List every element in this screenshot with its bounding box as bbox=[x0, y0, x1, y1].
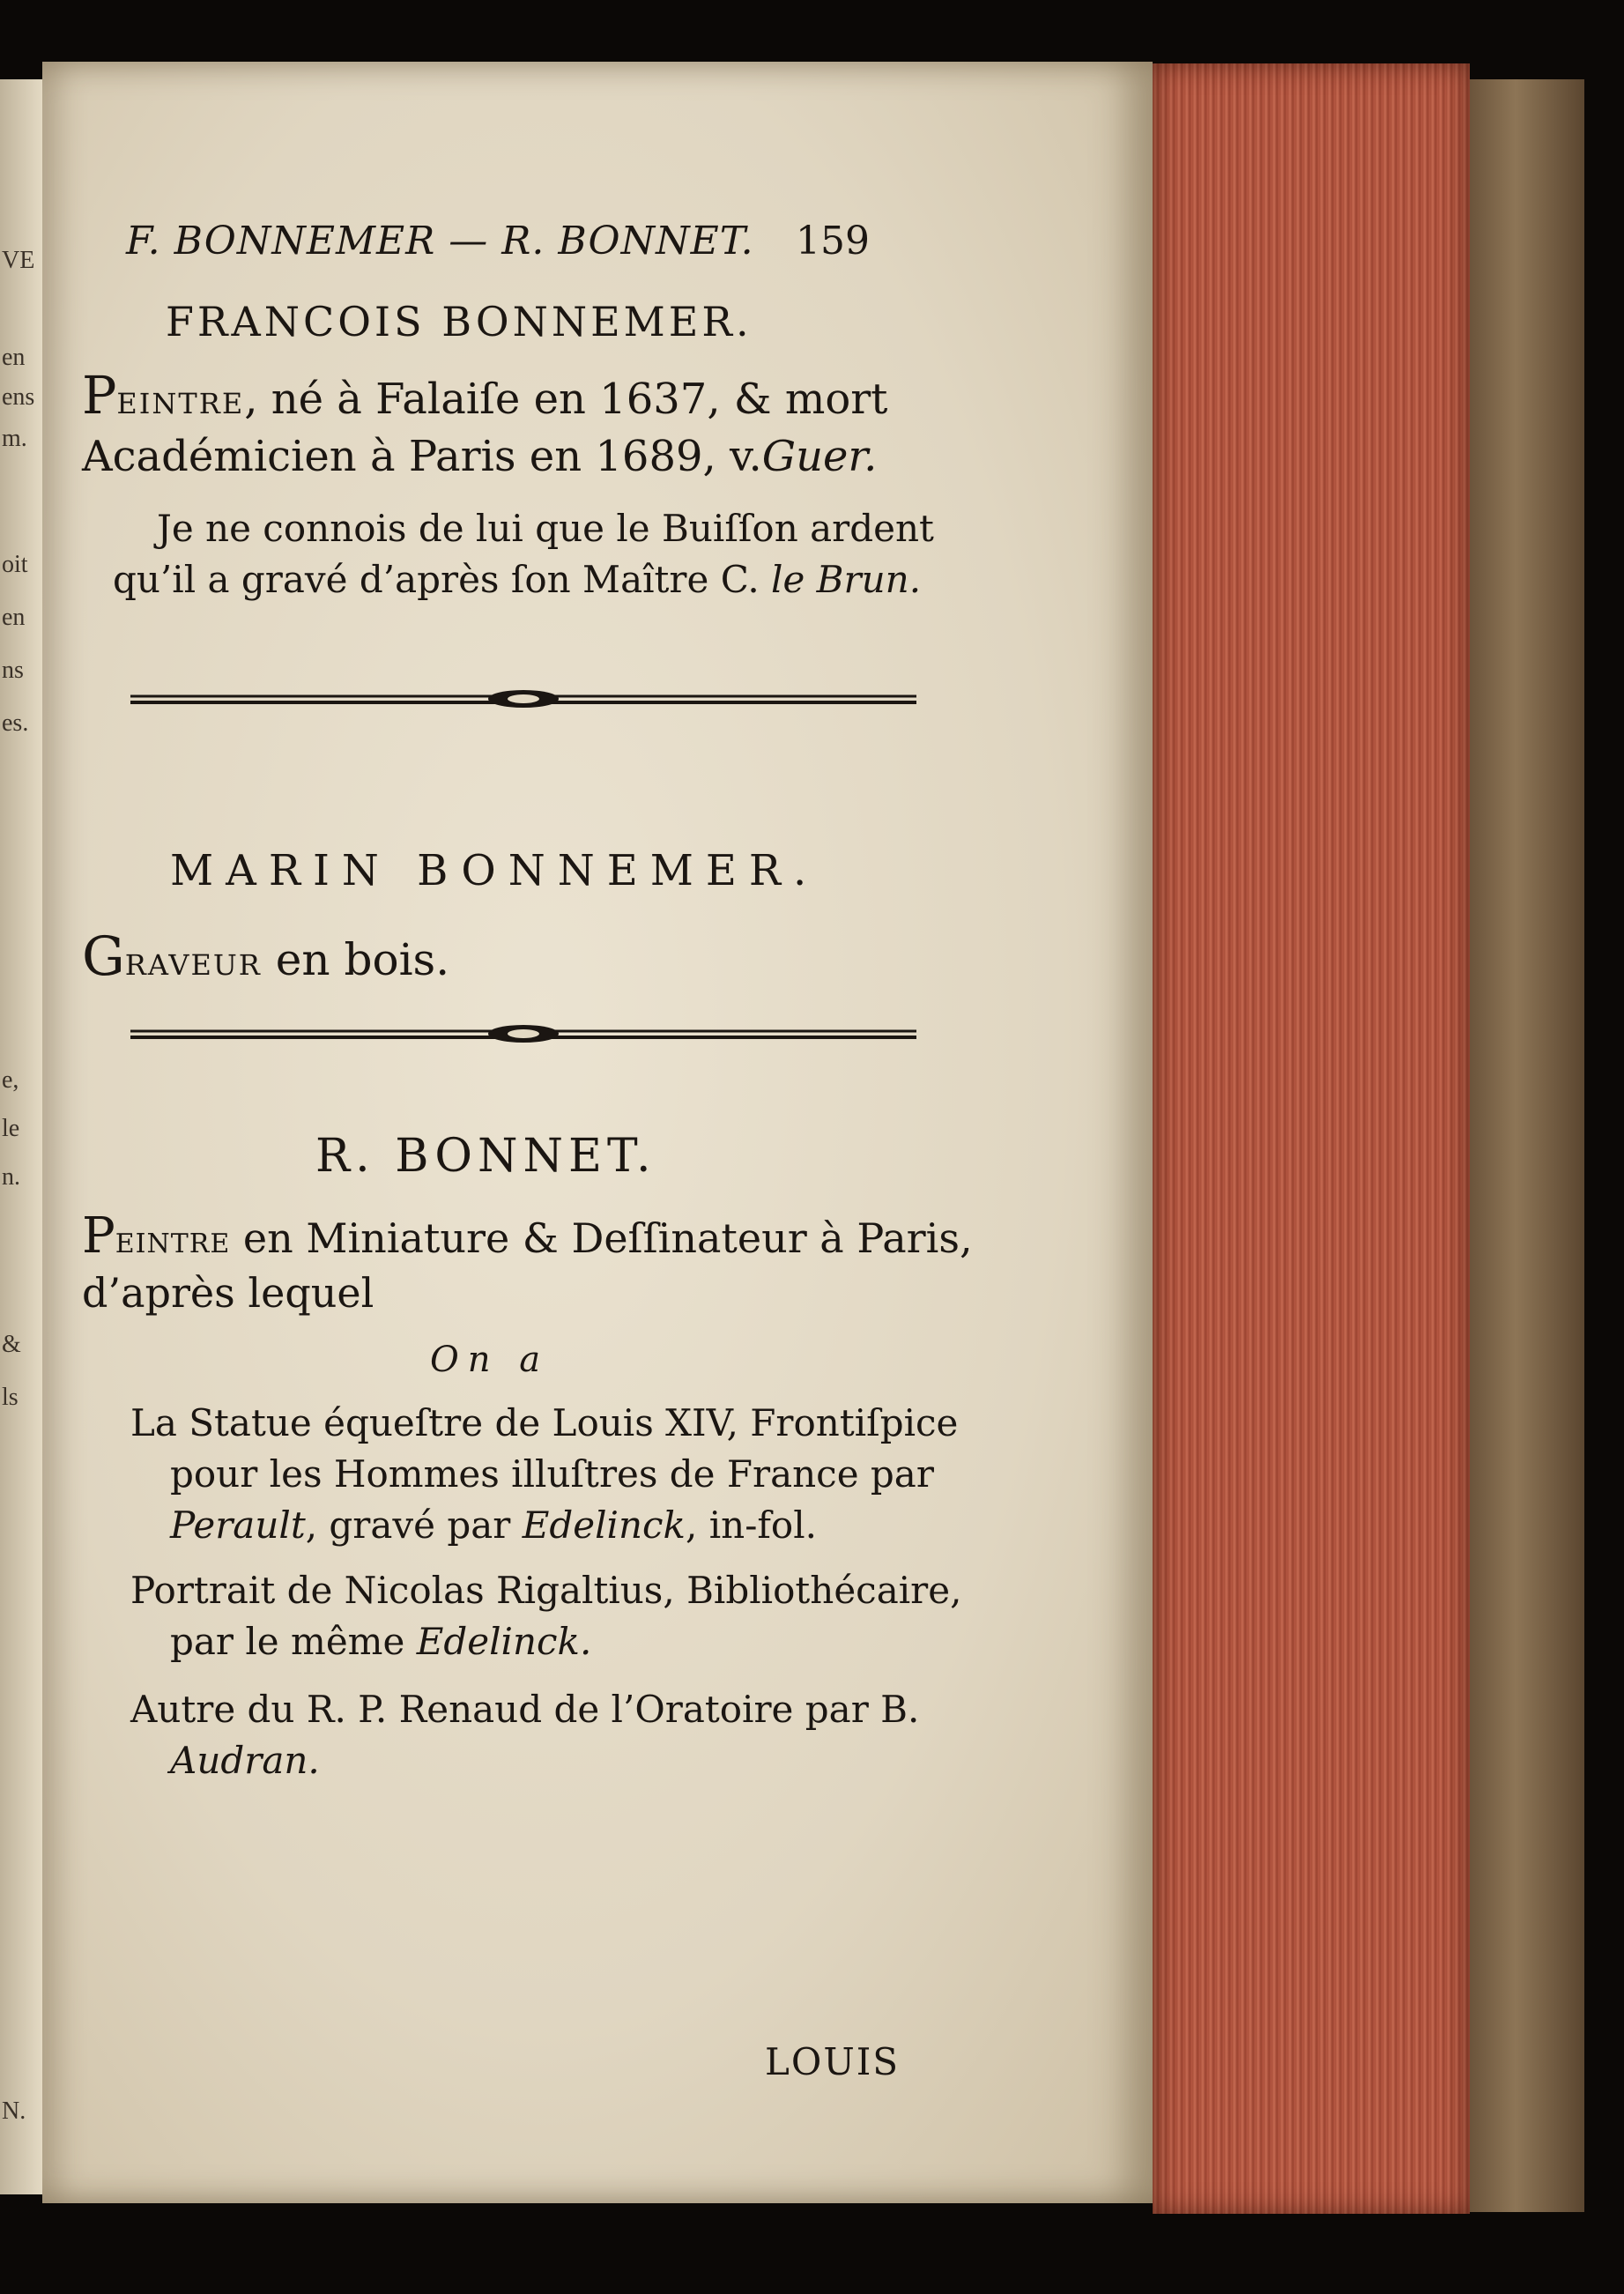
left-fragment: VE bbox=[2, 247, 35, 274]
left-fragment: & bbox=[2, 1331, 21, 1358]
left-fragment: n. bbox=[2, 1163, 20, 1191]
left-fragment: N. bbox=[2, 2097, 26, 2125]
left-fragment: e, bbox=[2, 1066, 19, 1094]
left-fragment: le bbox=[2, 1115, 20, 1142]
ornamental-rule bbox=[130, 689, 916, 709]
entry-text-line: Académicien à Paris en 1689, v.Guer. bbox=[82, 432, 878, 481]
page-number: 159 bbox=[796, 219, 870, 264]
ornamental-rule bbox=[130, 1024, 916, 1043]
entry-text-line: d’après lequel bbox=[82, 1269, 374, 1317]
left-fragment: en bbox=[2, 604, 26, 631]
entry-text-line: GRAVEUR en bois. bbox=[82, 925, 450, 988]
entry-title-francois-bonnemer: FRANCOIS BONNEMER. bbox=[166, 298, 753, 345]
entry-title-r-bonnet: R. BONNET. bbox=[315, 1130, 656, 1183]
entry-text-line: par le même Edelinck. bbox=[170, 1620, 592, 1663]
left-fragment: m. bbox=[2, 425, 27, 452]
page-block-edge bbox=[1153, 63, 1470, 2214]
book-cover bbox=[1470, 79, 1584, 2212]
catchword: LOUIS bbox=[765, 2040, 901, 2083]
left-fragment: oit bbox=[2, 551, 28, 578]
left-fragment: en bbox=[2, 344, 26, 371]
subhead-on-a: On a bbox=[430, 1340, 550, 1380]
entry-text-line: PEINTRE, né à Falaiſe en 1637, & mort bbox=[82, 366, 888, 426]
entry-text-line: Autre du R. P. Renaud de l’Oratoire par B. bbox=[130, 1688, 920, 1731]
entry-text-line: Portrait de Nicolas Rigaltius, Bibliothécaire, bbox=[130, 1569, 962, 1612]
entry-text-line: qu’il a gravé d’après ſon Maître C. le Brun. bbox=[113, 558, 922, 601]
left-fragment: ns bbox=[2, 657, 24, 684]
left-fragment: es. bbox=[2, 709, 29, 737]
left-fragment: ls bbox=[2, 1384, 19, 1411]
previous-page-edge bbox=[0, 79, 44, 2194]
entry-text-line: La Statue équeſtre de Louis XIV, Frontiſpice bbox=[130, 1401, 959, 1444]
entry-text-line: Je ne connois de lui que le Buiſſon ardent bbox=[157, 507, 934, 550]
entry-text-line: pour les Hommes illuſtres de France par bbox=[170, 1452, 934, 1496]
entry-title-marin-bonnemer: MARIN BONNEMER. bbox=[170, 846, 819, 895]
book-page bbox=[42, 62, 1153, 2203]
running-header: F. BONNEMER — R. BONNET. bbox=[126, 219, 754, 264]
entry-text-line: Perault, gravé par Edelinck, in-fol. bbox=[170, 1503, 818, 1547]
entry-text-line: PEINTRE en Miniature & Deſſinateur à Paris, bbox=[82, 1207, 973, 1265]
entry-text-line: Audran. bbox=[170, 1739, 320, 1782]
left-fragment: ens bbox=[2, 383, 35, 411]
